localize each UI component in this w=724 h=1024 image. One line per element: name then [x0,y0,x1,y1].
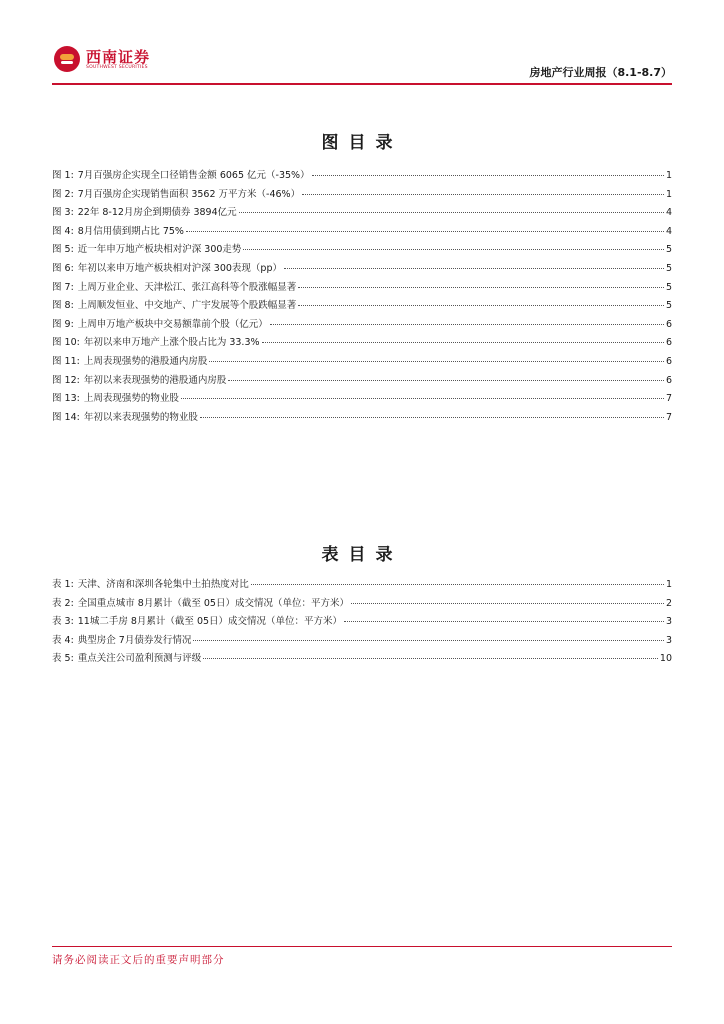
entry-title: 上周表现强势的港股通内房股 [83,355,208,367]
toc-entry[interactable] [52,297,672,316]
toc-entry[interactable] [52,576,672,595]
toc-entry[interactable] [52,241,672,260]
toc-entry[interactable] [52,353,672,372]
entry-title: 年初以来表现强势的物业股 [83,411,198,423]
entry-title: 上周申万地产板块中交易额靠前个股（亿元） [77,318,268,330]
toc-entry[interactable] [52,260,672,279]
dot-leader [239,212,664,213]
toc-entry[interactable] [52,223,672,242]
entry-page-number: 3 [665,634,672,646]
entry-label: 表 3: [52,616,74,628]
toc-entry[interactable] [52,595,672,614]
logo-chinese-name: 西南证券 [86,48,151,66]
disclaimer-note: 请务必阅读正文后的重要声明部分 [52,954,225,966]
entry-title: 11城二手房 8月累计（截至 05日）成交情况（单位：平方米） [77,616,343,628]
entry-title: 上周万业企业、天津松江、张江高科等个股涨幅显著 [77,281,297,293]
entry-page-number: 1 [665,170,672,181]
entry-label: 图 12: [52,374,80,386]
entry-label: 图 14: [52,411,80,423]
toc-entry[interactable] [52,316,672,335]
entry-page-number: 5 [665,262,672,274]
logo-emblem-icon [54,46,80,72]
entry-page-number: 5 [665,244,672,256]
entry-title: 典型房企 7月债券发行情况 [77,634,192,646]
entry-label: 图 13: [52,393,80,405]
entry-page-number: 1 [665,188,672,200]
figure-toc-title: 图目录 [321,133,403,153]
dot-leader [298,305,664,306]
company-logo [52,44,162,76]
dot-leader [312,175,664,176]
footer-divider [52,946,672,947]
toc-entry[interactable] [52,409,672,428]
entry-page-number: 1 [665,579,672,590]
dot-leader [344,621,664,622]
entry-label: 表 4: [52,634,74,646]
entry-title: 8月信用债到期占比 75% [77,225,184,237]
dot-leader [351,603,664,604]
entry-page-number: 6 [665,337,672,349]
entry-page-number: 7 [665,393,672,405]
entry-label: 图 8: [52,300,74,312]
entry-label: 图 3: [52,207,74,219]
dot-leader [186,231,664,232]
toc-entry[interactable] [52,650,672,669]
entry-label: 图 9: [52,318,74,330]
entry-label: 图 6: [52,262,74,274]
entry-label: 表 5: [52,653,74,665]
dot-leader [228,380,664,381]
entry-label: 图 5: [52,244,74,256]
dot-leader [243,249,664,250]
toc-entry[interactable] [52,186,672,205]
entry-title: 年初以来表现强势的港股通内房股 [83,374,227,386]
entry-title: 重点关注公司盈利预测与评级 [77,653,202,665]
entry-label: 图 11: [52,355,80,367]
entry-page-number: 5 [665,281,672,293]
entry-page-number: 4 [665,207,672,219]
header-divider [52,83,672,85]
table-toc-list [52,576,672,669]
entry-label: 图 10: [52,337,80,349]
dot-leader [251,584,664,585]
dot-leader [181,398,664,399]
dot-leader [209,361,664,362]
entry-page-number: 6 [665,355,672,367]
report-title: 房地产行业周报（8.1-8.7） [529,66,672,79]
entry-label: 表 2: [52,597,74,609]
dot-leader [270,324,664,325]
toc-entry[interactable] [52,279,672,298]
entry-label: 图 4: [52,225,74,237]
dot-leader [203,658,658,659]
toc-entry[interactable] [52,334,672,353]
entry-page-number: 6 [665,374,672,386]
dot-leader [200,417,664,418]
logo-english-name: SOUTHWEST SECURITIES [86,65,148,70]
entry-page-number: 4 [665,225,672,237]
entry-page-number: 6 [665,318,672,330]
dot-leader [193,640,664,641]
dot-leader [302,194,664,195]
entry-title: 年初以来申万地产板块相对沪深 300表现（pp） [77,262,282,274]
entry-title: 7月百强房企实现销售面积 3562 万平方米（-46%） [77,188,301,200]
toc-entry[interactable] [52,613,672,632]
entry-page-number: 10 [659,653,672,665]
entry-title: 7月百强房企实现全口径销售金额 6065 亿元（-35%） [77,170,310,181]
page-header [52,40,672,82]
toc-entry[interactable] [52,167,672,186]
entry-title: 上周表现强势的物业股 [83,393,179,405]
dot-leader [298,287,664,288]
dot-leader [284,268,664,269]
entry-label: 图 2: [52,188,74,200]
entry-label: 图 7: [52,281,74,293]
toc-entry[interactable] [52,632,672,651]
entry-title: 年初以来申万地产上涨个股占比为 33.3% [83,337,260,349]
entry-title: 22年 8-12月房企到期债券 3894亿元 [77,207,237,219]
toc-entry[interactable] [52,372,672,391]
toc-entry[interactable] [52,390,672,409]
entry-page-number: 5 [665,300,672,312]
dot-leader [262,342,664,343]
entry-title: 全国重点城市 8月累计（截至 05日）成交情况（单位：平方米） [77,597,349,609]
entry-title: 近一年申万地产板块相对沪深 300走势 [77,244,242,256]
entry-title: 天津、济南和深圳各轮集中土拍热度对比 [77,579,249,590]
entry-page-number: 7 [665,411,672,423]
entry-page-number: 3 [665,616,672,628]
entry-label: 表 1: [52,579,74,590]
entry-label: 图 1: [52,170,74,181]
entry-title: 上周顺发恒业、中交地产、广宇发展等个股跌幅显著 [77,300,297,312]
figure-toc-list [52,167,672,427]
toc-entry[interactable] [52,204,672,223]
entry-page-number: 2 [665,597,672,609]
table-toc-title: 表目录 [321,545,403,565]
